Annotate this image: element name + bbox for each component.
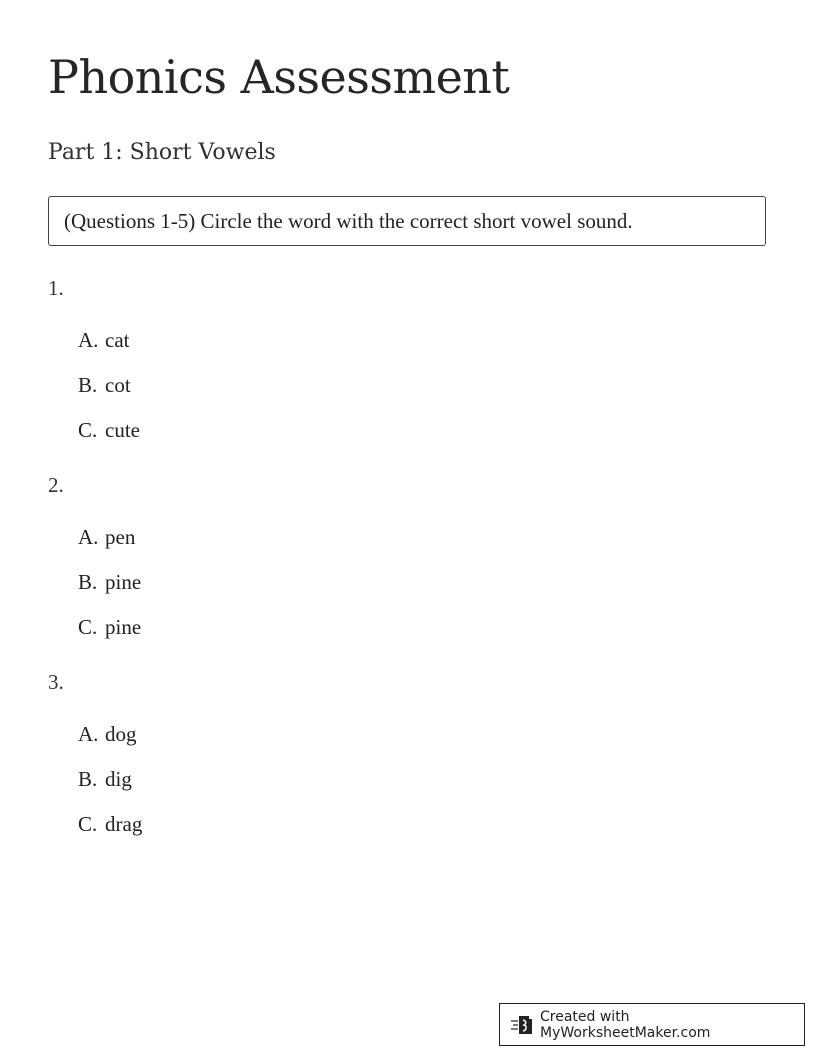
option-letter: A. [78, 328, 99, 352]
answer-option-c [78, 613, 141, 641]
answer-option-c [78, 416, 140, 444]
question-number: 1. [48, 276, 64, 300]
option-letter: C. [78, 812, 98, 836]
question-1 [48, 274, 140, 442]
instructions-text: (Questions 1-5) Circle the word with the correct short vowel sound. [64, 208, 633, 233]
answer-option-a [78, 523, 135, 551]
answer-option-a [78, 326, 129, 354]
option-text: dig [105, 767, 132, 791]
option-letter: A. [78, 722, 99, 746]
answer-option-b [78, 765, 132, 793]
option-letter: C. [78, 615, 98, 639]
option-letter: C. [78, 418, 98, 442]
option-text: cute [105, 418, 140, 442]
answer-option-b [78, 568, 141, 596]
option-text: pen [105, 525, 136, 549]
answer-option-b [78, 371, 131, 399]
instructions-box [48, 196, 766, 246]
option-letter: B. [78, 767, 98, 791]
worksheet-maker-logo-icon [510, 1013, 534, 1037]
option-text: pine [105, 615, 142, 639]
option-text: cat [105, 328, 130, 352]
question-number: 3. [48, 670, 64, 694]
option-letter: A. [78, 525, 99, 549]
footer-credit [499, 1003, 805, 1046]
credit-text: Created with MyWorksheetMaker.com [540, 1008, 711, 1041]
question-3 [48, 668, 143, 836]
answer-option-c [78, 810, 142, 838]
option-letter: B. [78, 373, 98, 397]
option-letter: B. [78, 570, 98, 594]
answer-option-a [78, 720, 137, 748]
option-text: drag [105, 812, 143, 836]
section-title: Part 1: Short Vowels [48, 140, 276, 165]
question-2 [48, 471, 142, 639]
page-title: Phonics Assessment [48, 50, 510, 104]
question-number: 2. [48, 473, 64, 497]
option-text: dog [105, 722, 137, 746]
option-text: pine [105, 570, 142, 594]
option-text: cot [105, 373, 131, 397]
